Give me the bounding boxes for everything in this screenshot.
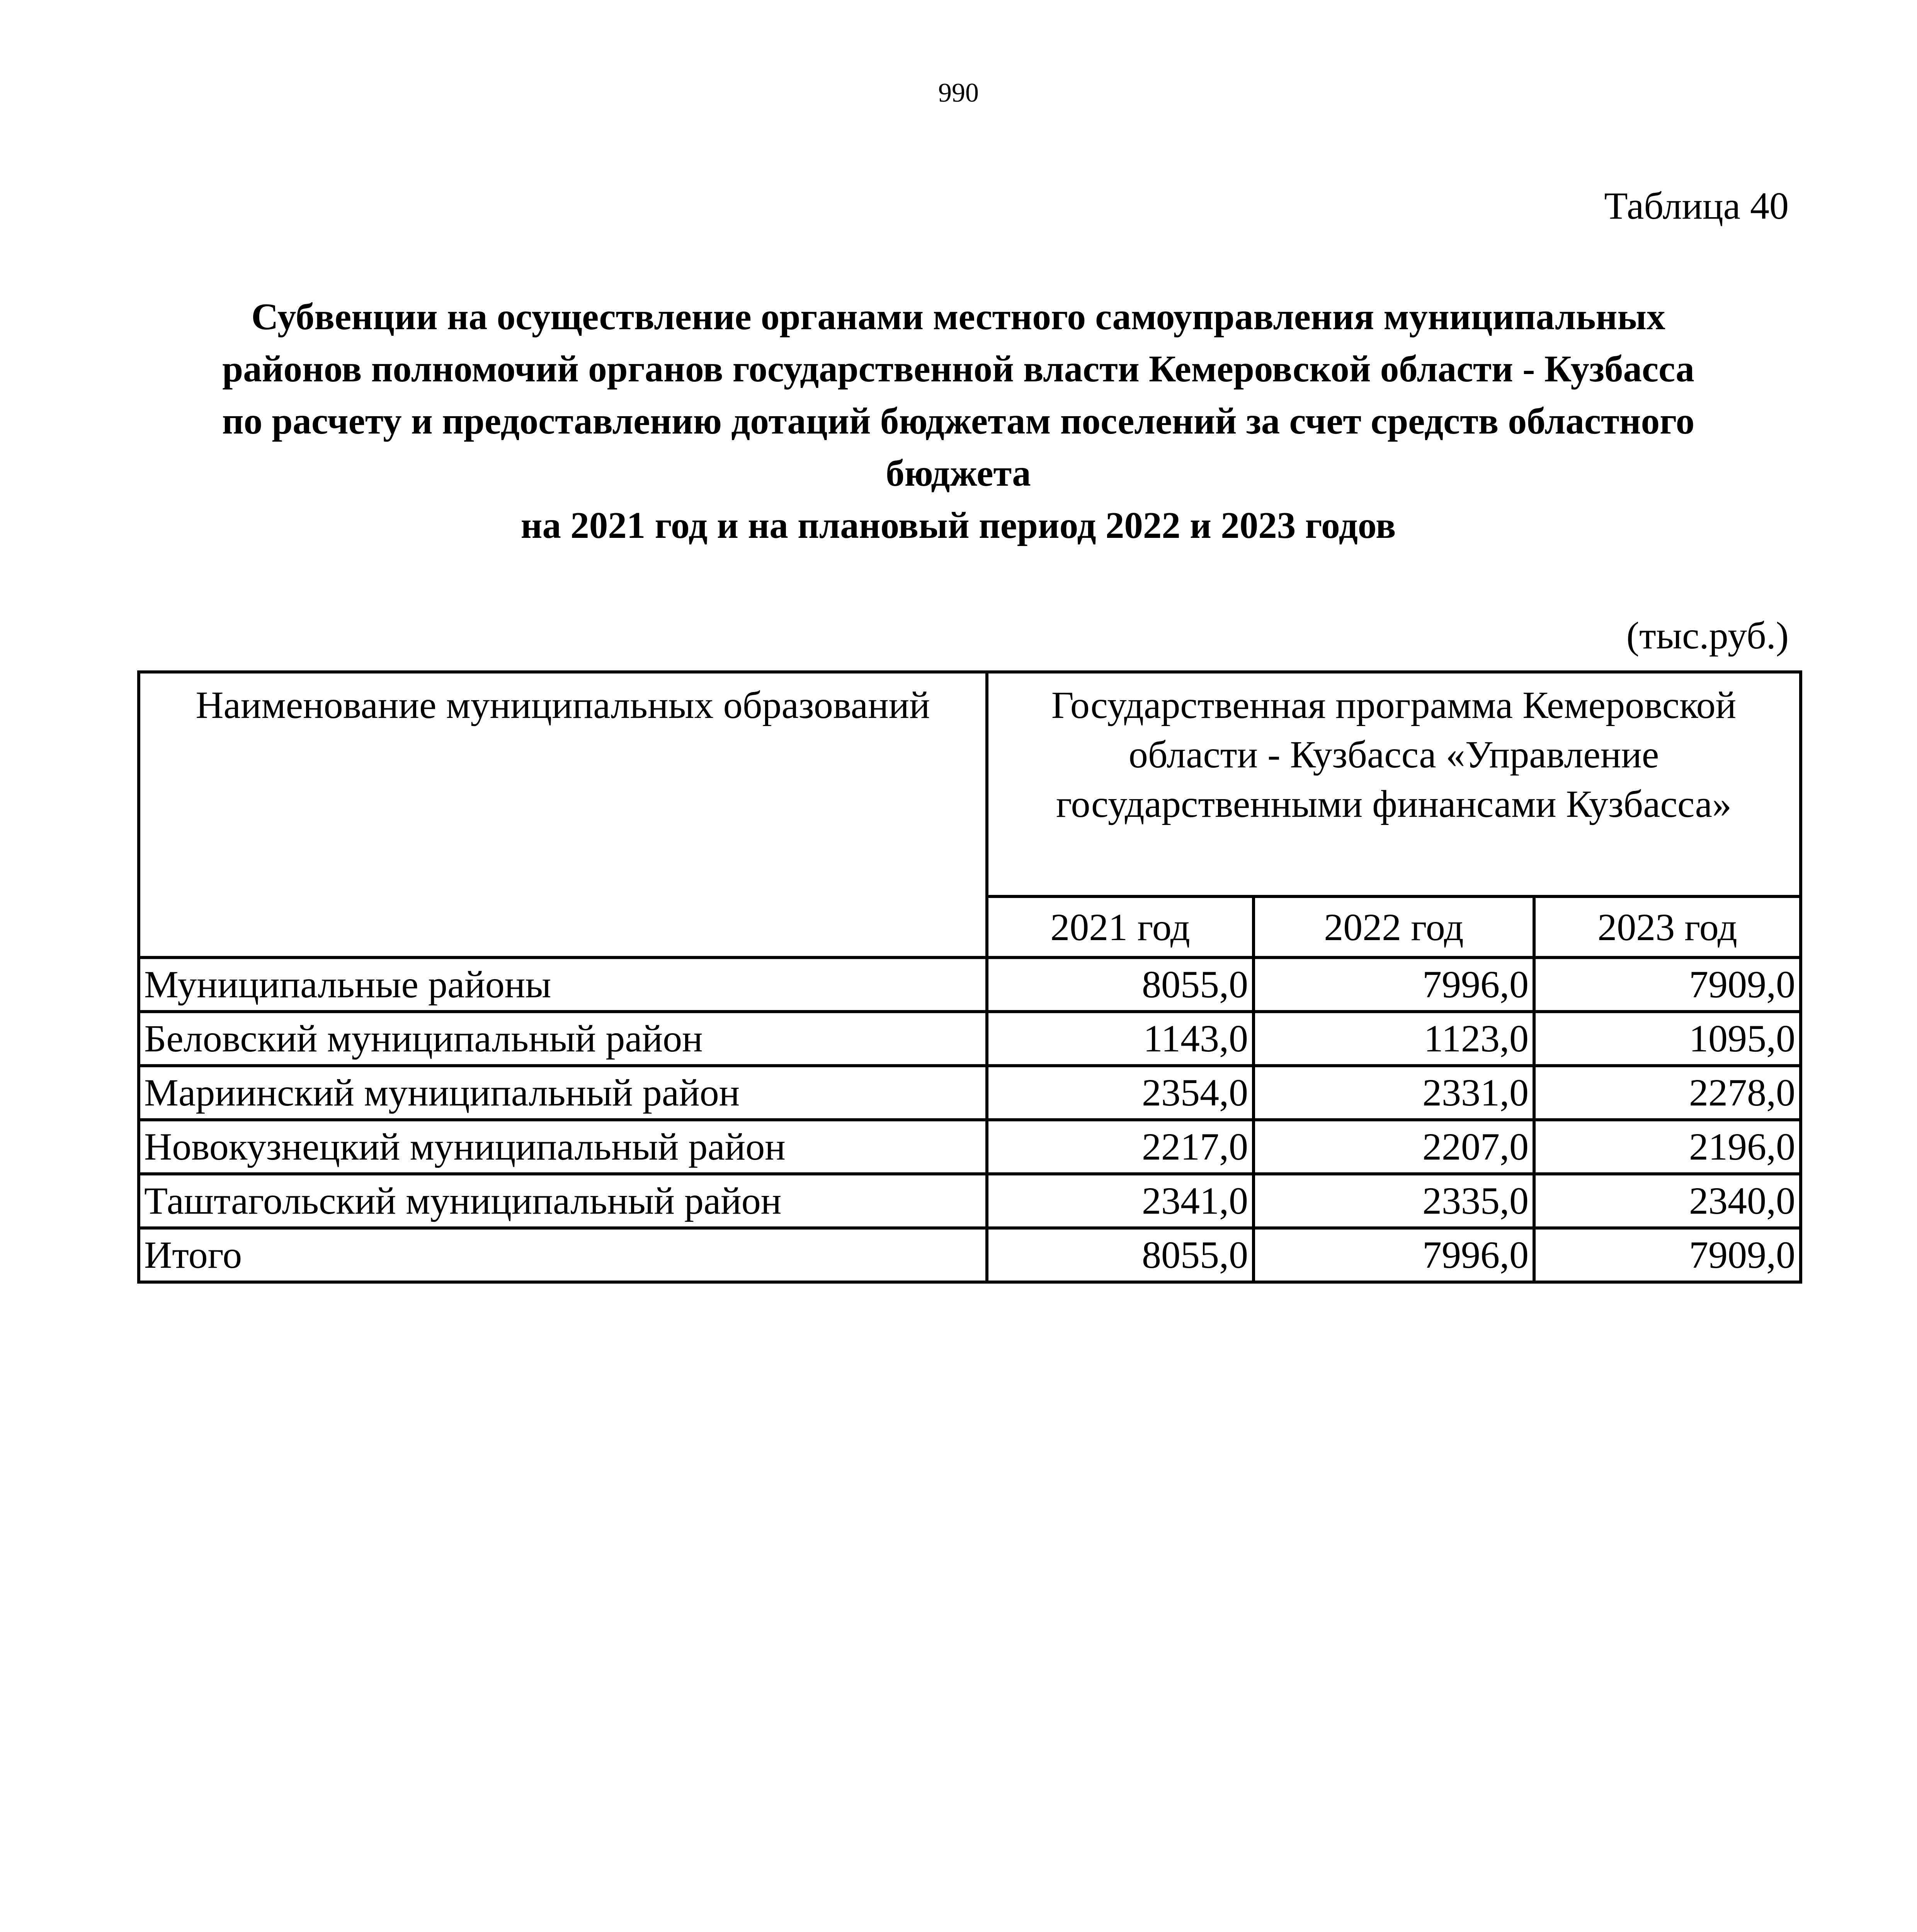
row-value-2021: 2341,0 <box>987 1174 1254 1228</box>
row-value-2022: 1123,0 <box>1254 1012 1534 1066</box>
title-line: на 2021 год и на плановый период 2022 и 2023 годов <box>520 505 1396 546</box>
row-value-2023: 2278,0 <box>1534 1066 1801 1120</box>
table-total-row <box>139 1228 1801 1282</box>
table-header-row <box>139 672 1801 896</box>
subventions-table <box>137 670 1802 1284</box>
table-label: Таблица 40 <box>1604 184 1789 227</box>
row-value-2022: 7996,0 <box>1254 1228 1534 1282</box>
header-year: 2021 год <box>987 896 1254 957</box>
table-row <box>139 1012 1801 1066</box>
table-row <box>139 1174 1801 1228</box>
row-value-2023: 2340,0 <box>1534 1174 1801 1228</box>
row-value-2022: 7996,0 <box>1254 957 1534 1012</box>
row-name: Муниципальные районы <box>139 957 987 1012</box>
row-value-2022: 2331,0 <box>1254 1066 1534 1120</box>
header-municipality-name: Наименование муниципальных образований <box>139 672 987 957</box>
row-name: Беловский муниципальный район <box>139 1012 987 1066</box>
row-value-2022: 2335,0 <box>1254 1174 1534 1228</box>
title-line: бюджета <box>886 452 1031 494</box>
row-name: Таштагольский муниципальный район <box>139 1174 987 1228</box>
header-program: Государственная программа Кемеровской области - Кузбасса «Управление государственными финансами Кузбасса» <box>987 672 1801 896</box>
row-value-2023: 7909,0 <box>1534 1228 1801 1282</box>
header-year: 2022 год <box>1254 896 1534 957</box>
header-year: 2023 год <box>1534 896 1801 957</box>
row-value-2022: 2207,0 <box>1254 1120 1534 1174</box>
row-name: Мариинский муниципальный район <box>139 1066 987 1120</box>
row-value-2023: 7909,0 <box>1534 957 1801 1012</box>
row-name: Новокузнецкий муниципальный район <box>139 1120 987 1174</box>
row-value-2023: 1095,0 <box>1534 1012 1801 1066</box>
page-number: 990 <box>938 78 979 108</box>
table-row <box>139 1120 1801 1174</box>
title-line: районов полномочий органов государственной власти Кемеровской области - Кузбасса <box>222 348 1694 389</box>
row-value-2021: 8055,0 <box>987 1228 1254 1282</box>
row-value-2021: 8055,0 <box>987 957 1254 1012</box>
table-row <box>139 957 1801 1012</box>
document-title <box>128 291 1789 551</box>
row-value-2023: 2196,0 <box>1534 1120 1801 1174</box>
row-value-2021: 1143,0 <box>987 1012 1254 1066</box>
units-label: (тыс.руб.) <box>1626 614 1789 657</box>
title-line: Субвенции на осуществление органами местного самоуправления муниципальных <box>251 296 1665 337</box>
row-name: Итого <box>139 1228 987 1282</box>
title-line: по расчету и предоставлению дотаций бюджетам поселений за счет средств областного <box>222 400 1695 442</box>
table-row <box>139 1066 1801 1120</box>
row-value-2021: 2354,0 <box>987 1066 1254 1120</box>
row-value-2021: 2217,0 <box>987 1120 1254 1174</box>
